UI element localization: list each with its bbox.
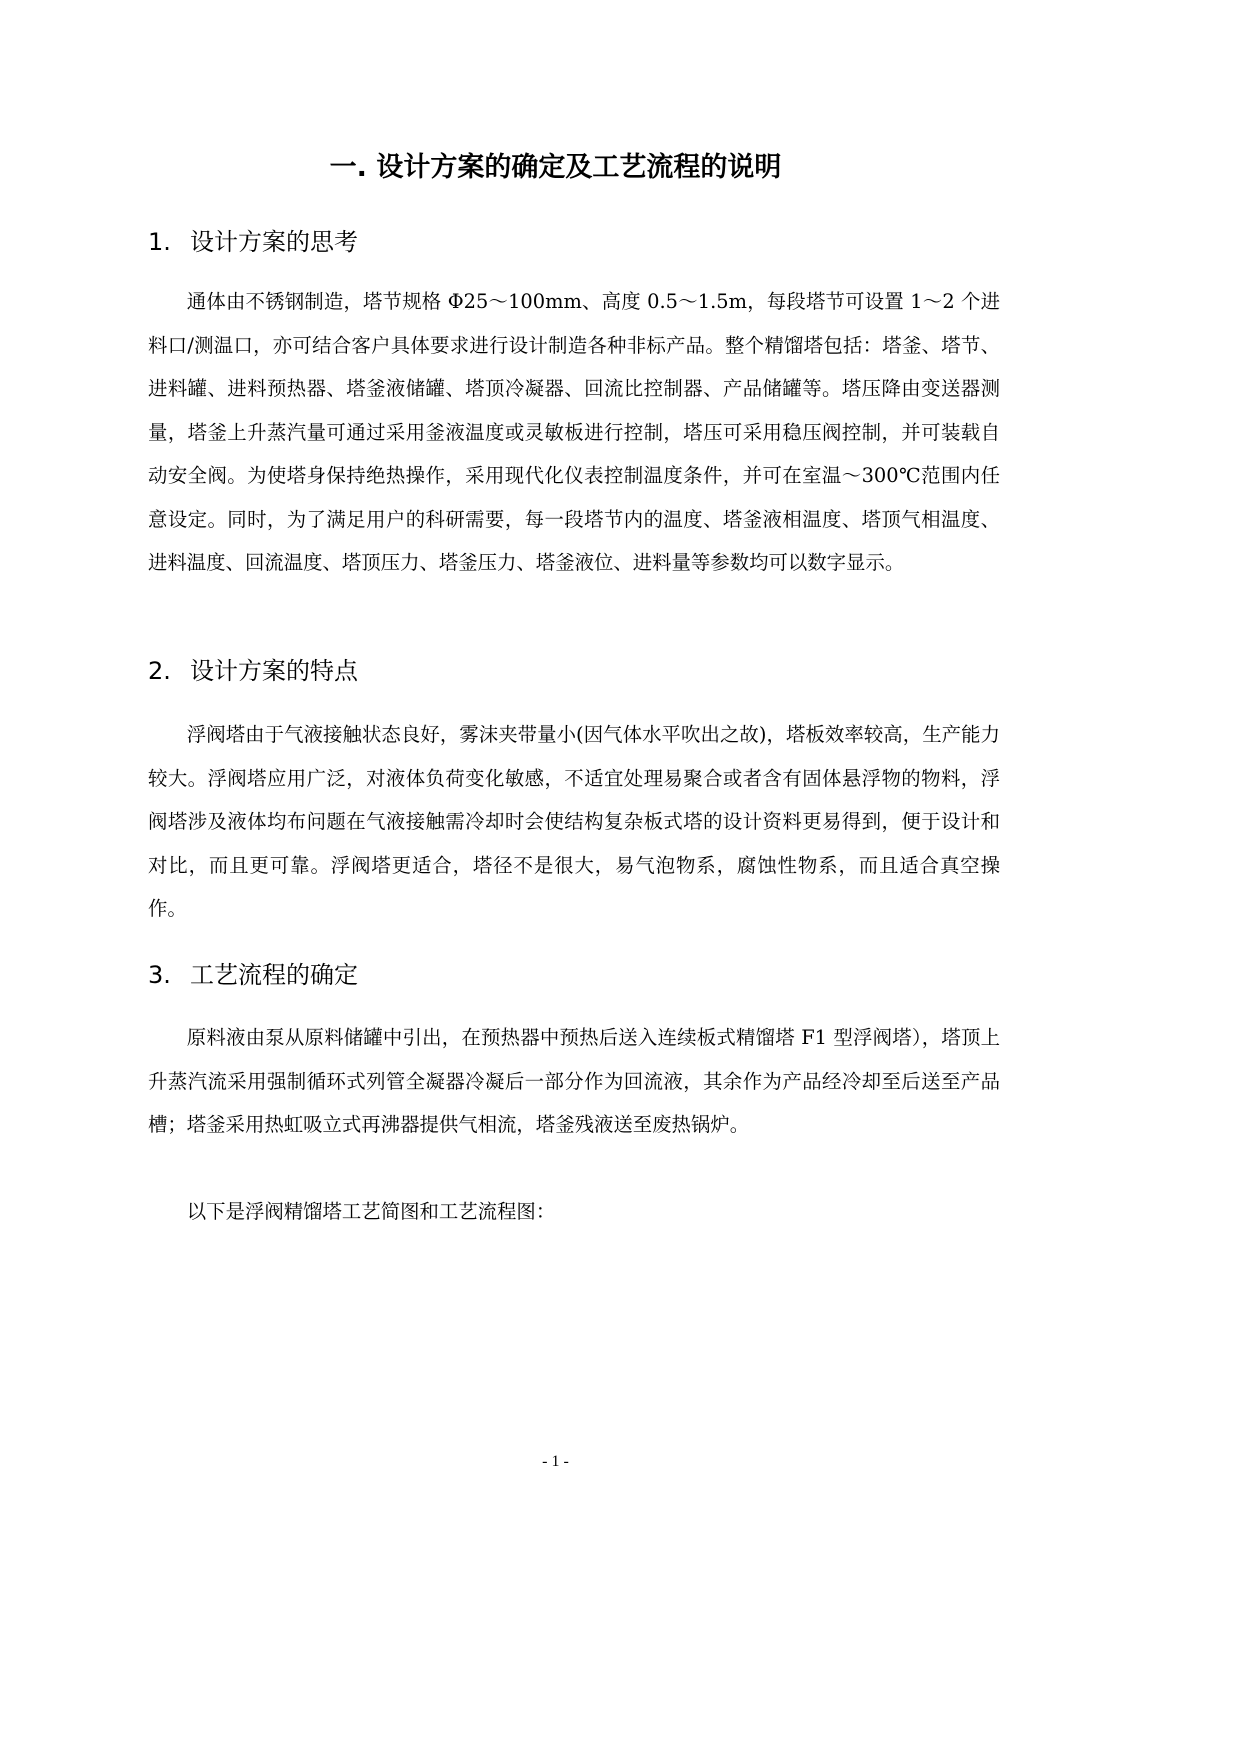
section-3-heading <box>148 955 998 995</box>
section-3-number: 3. <box>148 961 171 989</box>
section-1-number: 1. <box>148 228 171 256</box>
page-number: - 1 - <box>542 1453 569 1470</box>
section-3-paragraph-2: 以下是浮阀精馏塔工艺简图和工艺流程图： <box>186 1200 556 1223</box>
section-1-paragraph-1: 通体由不锈钢制造，塔节规格 Φ25～100mm、高度 0.5～1.5m，每段塔节可设置 1～2 个进料口/测温口，亦可结合客户具体要求进行设计制造各种非标产品。整个精馏塔包括：塔釜、塔节、进料罐、进料预热器、塔釜液储罐、塔顶冷凝器、回流比控制器、产品储罐等。塔压降由变送器测量，塔釜上升蒸汽量可通过采用釜液温度或灵敏板进行控制，塔压可采用稳压阀控制，并可装载自动安全阀。为使塔身保持绝热操作，采用现代化仪表控制温度条件，并可在室温～300℃范围内任意设定。同时，为了满足用户的科研需要，每一段塔节内的温度、塔釜液相温度、塔顶气相温度、进料温度、回流温度、塔顶压力、塔釜压力、塔釜液位、进料量等参数均可以数字显示。 <box>148 290 1000 574</box>
section-3-paragraph-1: 原料液由泵从原料储罐中引出，在预热器中预热后送入连续板式精馏塔 F1 型浮阀塔），塔顶上升蒸汽流采用强制循环式列管全凝器冷凝后一部分作为回流液，其余作为产品经冷却至后送至产品槽；塔釜采用热虹吸立式再沸器提供气相流，塔釜残液送至废热锅炉。 <box>148 1026 1000 1136</box>
section-2-title: 设计方案的特点 <box>190 657 358 685</box>
section-2-heading <box>148 651 998 691</box>
section-3-title: 工艺流程的确定 <box>190 961 358 989</box>
section-1-heading <box>148 222 998 262</box>
section-1-title: 设计方案的思考 <box>190 228 358 256</box>
section-2-paragraph-1: 浮阀塔由于气液接触状态良好，雾沫夹带量小(因气体水平吹出之故)，塔板效率较高，生产能力较大。浮阀塔应用广泛，对液体负荷变化敏感，不适宜处理易聚合或者含有固体悬浮物的物料，浮阀塔涉及液体均布问题在气液接触需冷却时会使结构复杂板式塔的设计资料更易得到，便于设计和对比，而且更可靠。浮阀塔更适合，塔径不是很大，易气泡物系，腐蚀性物系，而且适合真空操作。 <box>148 723 1000 920</box>
section-2-number: 2. <box>148 657 171 685</box>
page-title: 一. 设计方案的确定及工艺流程的说明 <box>329 152 782 183</box>
